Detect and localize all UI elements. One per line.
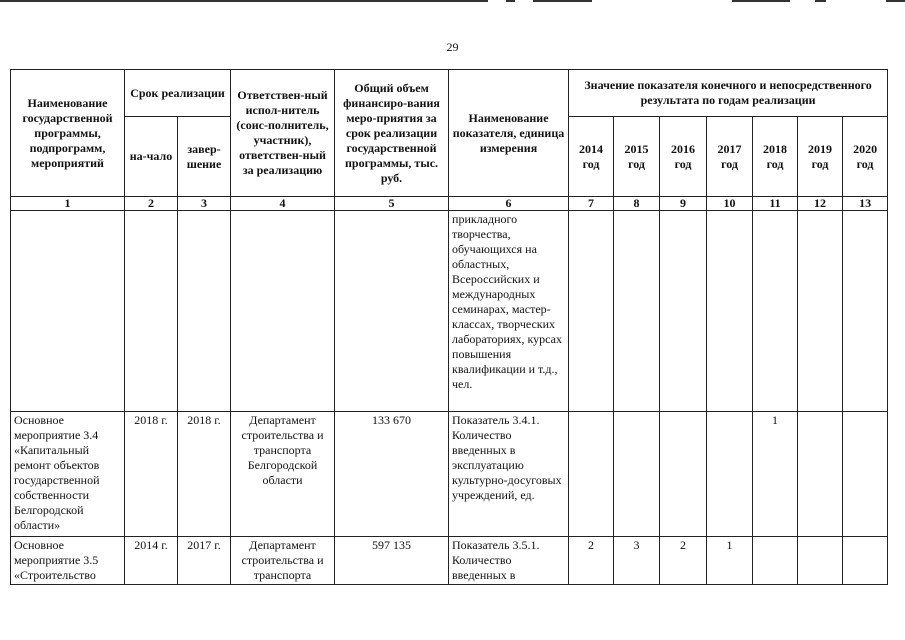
column-number: 11 xyxy=(753,197,798,211)
cell-value-2014: 2 xyxy=(569,537,614,585)
column-number: 8 xyxy=(614,197,660,211)
cell-end: 2018 г. xyxy=(178,412,231,537)
cell-funding xyxy=(335,211,449,412)
column-number: 4 xyxy=(231,197,335,211)
cell-value-2017 xyxy=(707,211,753,412)
cell-name: Основное мероприятие 3.4 «Капитальный ремонт объектов государственной собственности Белгородской области» xyxy=(11,412,125,537)
cell-value-2018 xyxy=(753,211,798,412)
cell-indicator: Показатель 3.5.1. Количество введенных в xyxy=(449,537,569,585)
header-funding: Общий объем финансиро-вания меро-приятия за срок реализации государственной программы, тыс. руб. xyxy=(335,70,449,197)
cell-value-2014 xyxy=(569,412,614,537)
header-year-2016: 2016 год xyxy=(660,117,707,197)
column-number: 2 xyxy=(125,197,178,211)
cell-end: 2017 г. xyxy=(178,537,231,585)
cell-executor: Департамент строительства и транспорта xyxy=(231,537,335,585)
header-end: завер-шение xyxy=(178,117,231,197)
table-row xyxy=(11,412,888,537)
column-number: 3 xyxy=(178,197,231,211)
cell-executor xyxy=(231,211,335,412)
cell-funding: 133 670 xyxy=(335,412,449,537)
header-year-2020: 2020 год xyxy=(843,117,888,197)
header-year-2019: 2019 год xyxy=(798,117,843,197)
column-number: 5 xyxy=(335,197,449,211)
page-number: 29 xyxy=(446,40,459,54)
cell-executor: Департамент строительства и транспорта Белгородской области xyxy=(231,412,335,537)
cell-value-2018: 1 xyxy=(753,412,798,537)
cell-value-2016 xyxy=(660,211,707,412)
column-number: 7 xyxy=(569,197,614,211)
header-start: на-чало xyxy=(125,117,178,197)
cell-end xyxy=(178,211,231,412)
cell-name: Основное мероприятие 3.5 «Строительство xyxy=(11,537,125,585)
cell-value-2019 xyxy=(798,211,843,412)
header-executor: Ответствен-ный испол-нитель (соис-полнитель, участник), ответствен-ный за реализацию xyxy=(231,70,335,197)
cell-value-2015 xyxy=(614,211,660,412)
cell-start: 2018 г. xyxy=(125,412,178,537)
column-number: 1 xyxy=(11,197,125,211)
header-period: Срок реализации xyxy=(125,70,231,117)
cell-name xyxy=(11,211,125,412)
column-number: 10 xyxy=(707,197,753,211)
cell-funding: 597 135 xyxy=(335,537,449,585)
cell-indicator: прикладного творчества, обучающихся на областных, Всероссийских и международных семинарах, мастер-классах, творческих лабораториях, курсах повышения квалификации и т.д., чел. xyxy=(449,211,569,412)
cell-start xyxy=(125,211,178,412)
column-number: 12 xyxy=(798,197,843,211)
cell-value-2016 xyxy=(660,412,707,537)
column-number: 13 xyxy=(843,197,888,211)
cell-value-2019 xyxy=(798,537,843,585)
cell-value-2019 xyxy=(798,412,843,537)
program-table xyxy=(10,69,888,585)
header-indicator: Наименование показателя, единица измерения xyxy=(449,70,569,197)
cell-value-2020 xyxy=(843,211,888,412)
header-year-2017: 2017 год xyxy=(707,117,753,197)
cell-value-2014 xyxy=(569,211,614,412)
header-year-2018: 2018 год xyxy=(753,117,798,197)
cell-value-2020 xyxy=(843,537,888,585)
cell-value-2015: 3 xyxy=(614,537,660,585)
cell-indicator: Показатель 3.4.1. Количество введенных в эксплуатацию культурно-досуговых учреждений, ед. xyxy=(449,412,569,537)
cell-value-2018 xyxy=(753,537,798,585)
top-rule xyxy=(0,0,905,5)
column-number: 6 xyxy=(449,197,569,211)
cell-value-2015 xyxy=(614,412,660,537)
cell-value-2020 xyxy=(843,412,888,537)
table-row xyxy=(11,537,888,585)
column-number: 9 xyxy=(660,197,707,211)
header-name: Наименование государственной программы, подпрограмм, мероприятий xyxy=(11,70,125,197)
cell-value-2017 xyxy=(707,412,753,537)
header-values-title: Значение показателя конечного и непосредственного результата по годам реализации xyxy=(569,70,888,117)
cell-value-2017: 1 xyxy=(707,537,753,585)
header-year-2014: 2014 год xyxy=(569,117,614,197)
table-row xyxy=(11,211,888,412)
header-year-2015: 2015 год xyxy=(614,117,660,197)
cell-value-2016: 2 xyxy=(660,537,707,585)
cell-start: 2014 г. xyxy=(125,537,178,585)
